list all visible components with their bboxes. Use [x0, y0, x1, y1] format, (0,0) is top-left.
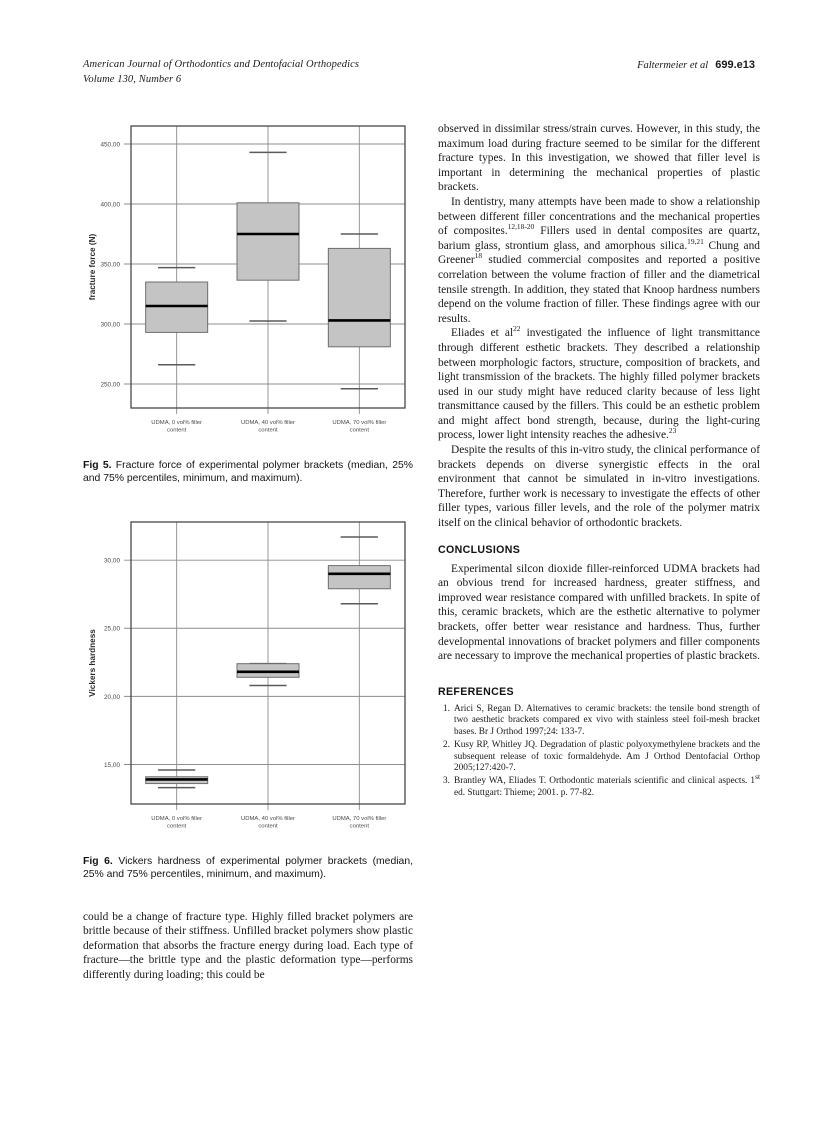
x-tick-label: content	[167, 427, 187, 434]
left-column	[83, 118, 413, 983]
x-tick-label: UDMA, 0 vol% filler	[151, 420, 203, 426]
vickers-hardness-boxplot	[83, 514, 413, 844]
figure-6-caption	[83, 855, 413, 882]
page-number: 699.e13	[715, 59, 755, 71]
y-tick-label: 300,00	[100, 321, 120, 329]
paragraph-2	[438, 195, 760, 326]
y-axis-title: Vickers hardness	[88, 628, 97, 697]
running-head-right	[637, 58, 755, 74]
references-list	[438, 704, 760, 800]
reference-item: Arici S, Regan D. Alternatives to ceramic brackets: the tensile bond strength of two aesthetic brackets compared ex vivo with stainless steel foil-mesh bracket bases. Br J Orthod 1997;24: 133-7.	[454, 703, 760, 737]
y-tick-label: 25,00	[104, 625, 120, 633]
paragraph-2-part-a: In dentistry, many attempts have been made to show a relationship between different filler concentrations and the mechanical properties of composites.	[438, 195, 760, 238]
figure-5-caption-text: Fracture force of experimental polymer brackets (median, 25% and 75% percentiles, minimum, and maximum).	[83, 460, 413, 485]
y-tick-label: 20,00	[104, 693, 120, 701]
box-iqr	[237, 203, 299, 280]
x-tick-label: UDMA, 40 vol% filler	[240, 815, 296, 822]
left-column-text	[83, 910, 413, 983]
x-tick-label: content	[258, 823, 278, 830]
journal-volume-line: Volume 130, Number 6	[83, 73, 182, 85]
box-iqr	[328, 248, 390, 346]
ordinal-suffix: st	[755, 772, 760, 782]
citation-ref-23: 23	[668, 426, 677, 436]
conclusions-paragraph: Experimental silcon dioxide filler-reinforced UDMA brackets had an obvious trend for increased hardness, greater stiffness, and improved wear resistance compared with unfilled brackets. In spite of this, ceramic brackets, which are the esthetic alternative to polymer brackets, offer better wear resistance and hardness. Thus, further developmental innovations of bracket polymers and filler components are necessary to improve the mechanical properties of plastic brackets.	[438, 562, 760, 663]
citation-ref-12-18-20: 12,18-20	[507, 222, 535, 232]
x-tick-label: UDMA, 0 vol% filler	[151, 815, 203, 822]
paragraph-2-part-c: Chung and Greener	[438, 239, 760, 267]
x-tick-label: UDMA, 70 vol% filler	[332, 420, 387, 426]
paragraph-3	[438, 326, 760, 443]
y-tick-label: 450,00	[100, 141, 120, 149]
x-tick-label: content	[167, 823, 187, 830]
y-tick-label: 30,00	[104, 557, 120, 565]
fracture-force-svg	[83, 118, 413, 448]
references-heading: REFERENCES	[438, 685, 514, 698]
paragraph-2-part-d: studied commercial composites and reported a positive correlation between the volume fraction of filler and the diametrical tensile strength. In addition, they stated that Knoop hardness numbers depend on the volume fraction of filler. These findings agree with our results.	[438, 254, 760, 325]
x-tick-label: content	[349, 427, 369, 434]
reference-item: Brantley WA, Eliades T. Orthodontic materials scientific and clinical aspects. 1st ed. Stuttgart: Thieme; 2001. p. 77-82.	[454, 772, 760, 798]
figure-5-number: Fig 5.	[83, 460, 112, 471]
x-tick-label: UDMA, 40 vol% filler	[240, 420, 296, 426]
vickers-hardness-svg	[83, 514, 413, 844]
journal-title	[83, 58, 359, 87]
journal-title-line1: American Journal of Orthodontics and Dentofacial Orthopedics	[83, 59, 360, 70]
paragraph-3-part-a: Eliades et al	[451, 327, 514, 340]
paragraph-2-part-b: Fillers used in dental composites are quartz, barium glass, strontium glass, and amorphous silica.	[438, 225, 760, 252]
box-iqr	[237, 663, 299, 677]
x-tick-label: content	[258, 427, 278, 434]
figure-6-caption-text: Vickers hardness of experimental polymer brackets (median, 25% and 75% percentiles, minimum, and maximum).	[83, 855, 413, 881]
x-tick-label: UDMA, 70 vol% filler	[332, 815, 387, 822]
conclusions-heading: CONCLUSIONS	[438, 543, 521, 556]
figure-5	[83, 118, 413, 486]
reference-item: Kusy RP, Whitley JQ. Degradation of plastic polyoxymethylene brackets and the subsequent release of toxic formaldehyde. Am J Orthod Dentofacial Orthop 2005;127:420-7.	[454, 740, 760, 774]
citation-ref-22: 22	[513, 324, 521, 334]
y-tick-label: 250,00	[100, 381, 120, 389]
running-head-authors: Faltermeier et al	[637, 60, 709, 71]
y-tick-label: 15,00	[104, 761, 120, 769]
left-bottom-paragraph: could be a change of fracture type. Highly filled bracket polymers are brittle because of their stiffness. Unfilled bracket polymers show plastic deformation that absorbs the fracture energy during load. Each type of fracture—the brittle type and the plastic deformation type—performs differently during loading; this could be	[83, 910, 413, 981]
y-tick-label: 400,00	[100, 201, 120, 209]
right-column	[438, 122, 760, 801]
running-head	[83, 58, 755, 92]
box-iqr	[328, 565, 390, 588]
right-column-text	[438, 122, 760, 531]
fracture-force-boxplot	[83, 118, 413, 448]
citation-ref-18: 18	[474, 251, 483, 261]
paragraph-4: Despite the results of this in-vitro study, the clinical performance of brackets depends on diverse synergistic effects in the oral environment that cannot be simulated in in-vitro investigations. Therefore, further work is necessary to investigate the effects of other filler types, various filler levels, and the role of the polymer matrix itself on the clinical behavior of orthodontic brackets.	[438, 444, 760, 530]
figure-5-caption	[83, 459, 413, 486]
citation-ref-19-21: 19,21	[687, 236, 704, 246]
y-axis-title: fracture force (N)	[88, 233, 97, 301]
paragraph-1: observed in dissimilar stress/strain curves. However, in this study, the maximum load during fracture seemed to be similar for the different fracture types. In this investigation, we showed that filler level is important in determining the mechanical properties of plastic brackets.	[438, 123, 760, 194]
y-tick-label: 350,00	[100, 261, 120, 269]
figure-6-number: Fig 6.	[83, 855, 113, 867]
conclusions-text	[438, 562, 760, 664]
paragraph-3-part-b: investigated the influence of light transmittance through different esthetic brackets. They described a relationship between morphologic factors, structure, composition of brackets, and light transmission of the brackets. The highly filled polymer brackets used in our study might have reduced clarity because of less light transmittance caused by the fillers. This could be an esthetic problem and might affect bond strength, because, during the light-curing process, lower light intensity reaches the adhesive.	[438, 327, 760, 442]
x-tick-label: content	[349, 823, 369, 830]
figure-6	[83, 514, 413, 882]
